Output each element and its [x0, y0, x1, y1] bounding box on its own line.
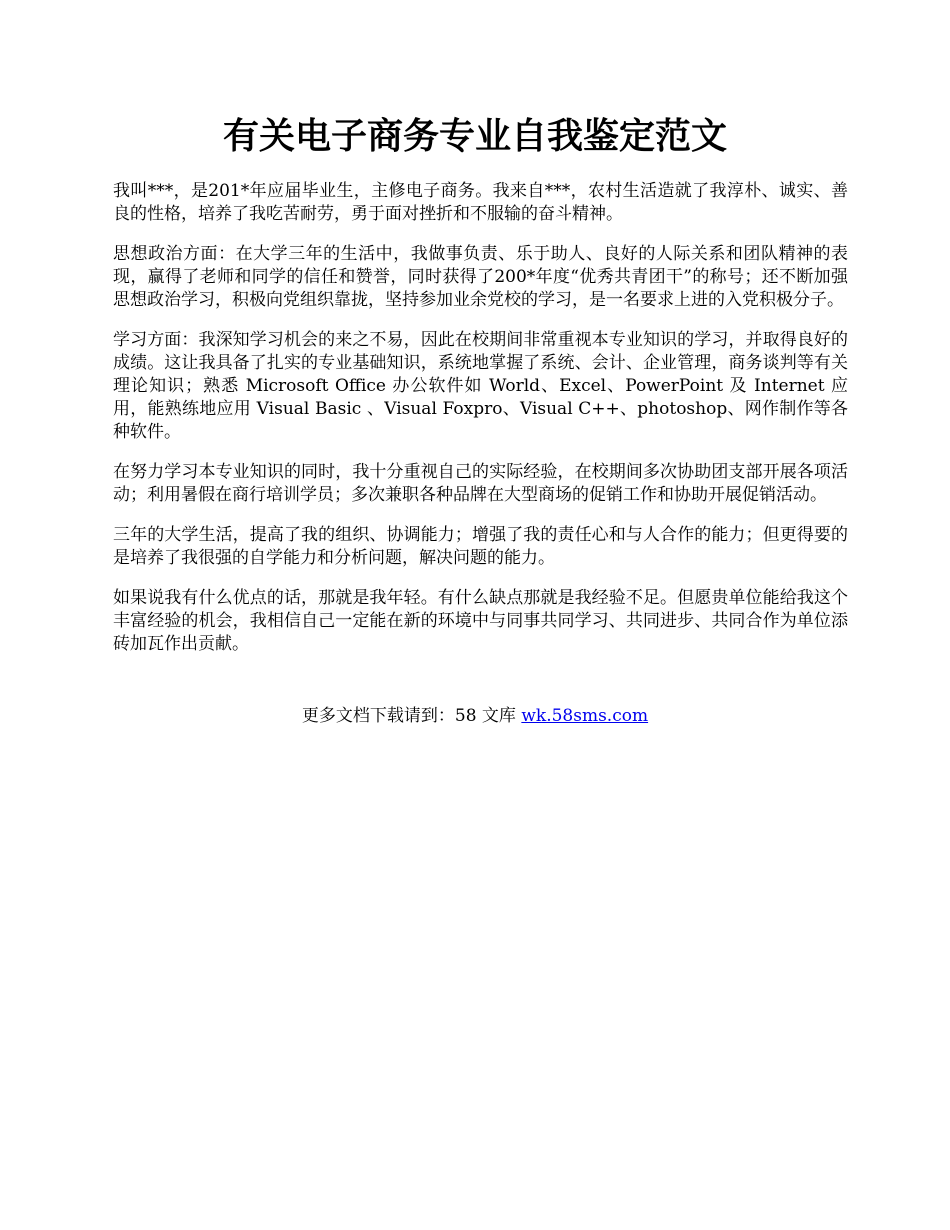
document-body: [113, 180, 848, 673]
paragraph-intro: 我叫***，是201*年应届毕业生，主修电子商务。我来自***，农村生活造就了我淳朴、诚实、善良的性格，培养了我吃苦耐劳，勇于面对挫折和不服输的奋斗精神。: [113, 181, 848, 224]
document-title: 有关电子商务专业自我鉴定范文: [222, 115, 727, 157]
paragraph-political: 思想政治方面：在大学三年的生活中，我做事负责、乐于助人、良好的人际关系和团队精神的表现，赢得了老师和同学的信任和赞誉，同时获得了200*年度“优秀共青团干”的称号；还不断加强思想政治学习，积极向党组织靠拢，坚持参加业余党校的学习，是一名要求上进的入党积极分子。: [113, 244, 848, 310]
paragraph-abilities: 三年的大学生活，提高了我的组织、协调能力；增强了我的责任心和与人合作的能力；但更得要的是培养了我很强的自学能力和分析问题，解决问题的能力。: [113, 525, 848, 568]
footer-text: 更多文档下载请到：58 文库: [301, 706, 522, 726]
paragraph-experience: 在努力学习本专业知识的同时，我十分重视自己的实际经验，在校期间多次协助团支部开展各项活动；利用暑假在商行培训学员；多次兼职各种品牌在大型商场的促销工作和协助开展促销活动。: [113, 462, 848, 505]
download-footer: [0, 705, 950, 728]
paragraph-conclusion: 如果说我有什么优点的话，那就是我年轻。有什么缺点那就是我经验不足。但愿贵单位能给我这个丰富经验的机会，我相信自己一定能在新的环境中与同事共同学习、共同进步、共同合作为单位添砖加瓦作出贡献。: [113, 588, 848, 654]
footer-link[interactable]: wk.58sms.com: [521, 706, 649, 726]
paragraph-study: 学习方面：我深知学习机会的来之不易，因此在校期间非常重视本专业知识的学习，并取得良好的成绩。这让我具备了扎实的专业基础知识，系统地掌握了系统、会计、企业管理，商务谈判等有关理论知识；熟悉 Microsoft Office 办公软件如 World、Excel、PowerPoint 及 Internet 应用，能熟练地应用 Visual Basic 、Visual Foxpro、Visual C++、photoshop、网作制作等各种软件。: [113, 330, 848, 442]
